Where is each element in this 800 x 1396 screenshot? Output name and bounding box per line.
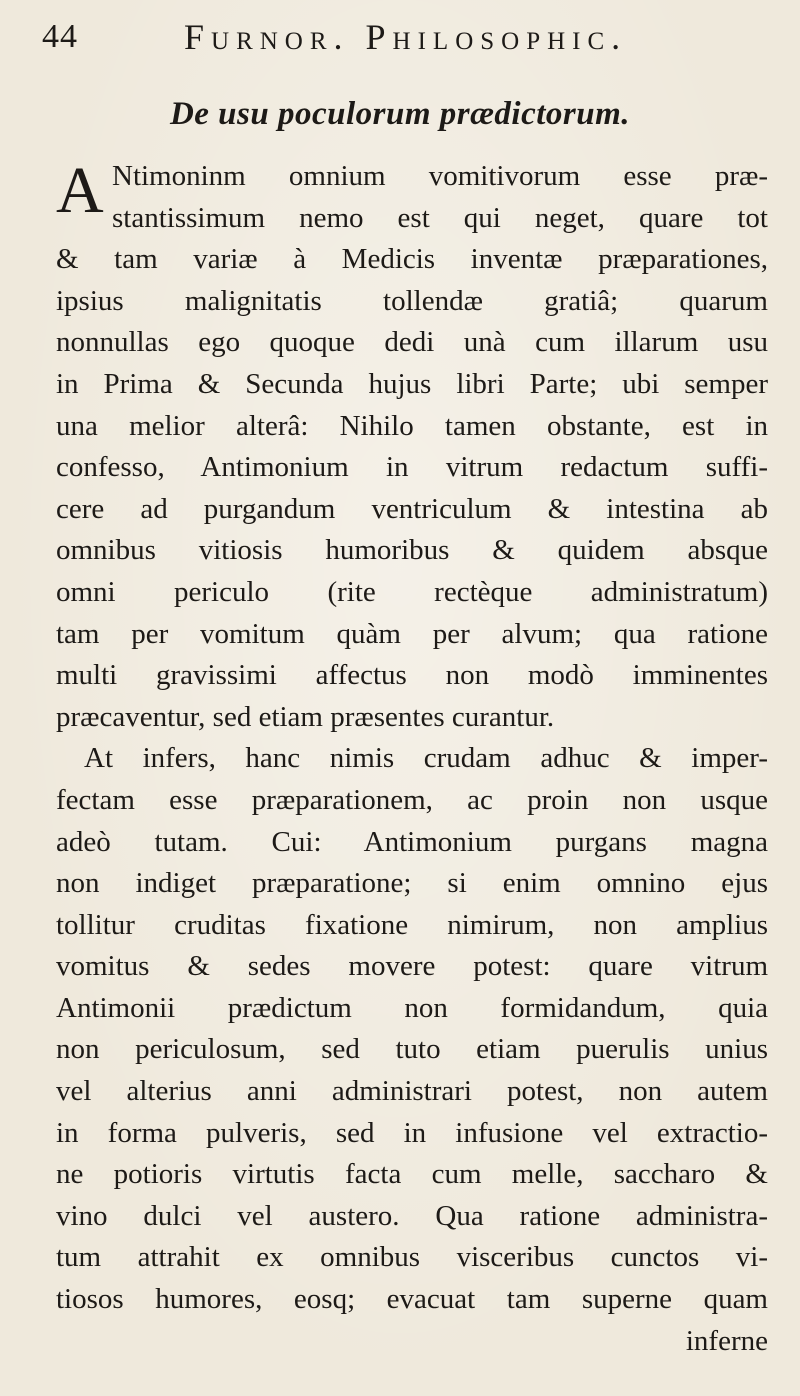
- text-line: una melior alterâ: Nihilo tamen obstante, est in: [56, 409, 768, 442]
- text-line: tollitur cruditas fixatione nimirum, non amplius: [56, 908, 768, 941]
- text-line: nonnullas ego quoque dedi unà cum illarum usu: [56, 326, 768, 359]
- page-number: 44: [42, 18, 78, 55]
- body-text: [56, 156, 768, 1362]
- drop-cap: A: [56, 154, 104, 227]
- text-line: adeò tutam. Cui: Antimonium purgans magna: [56, 825, 768, 858]
- text-line: non indiget præparatione; si enim omnino ejus: [56, 867, 768, 900]
- section-heading: De usu poculorum prædictorum.: [169, 96, 631, 132]
- text-line: in Prima & Secunda hujus libri Parte; ubi semper: [56, 367, 768, 400]
- text-line: vino dulci vel austero. Qua ratione administra-: [56, 1199, 768, 1232]
- text-line: tam per vomitum quàm per alvum; qua ratione: [56, 617, 768, 650]
- text-line: ipsius malignitatis tollendæ gratiâ; quarum: [56, 284, 768, 317]
- running-head: [42, 14, 762, 60]
- text-line: Ntimoninm omnium vomitivorum esse præ-: [112, 160, 768, 192]
- text-line: tiosos humores, eosq; evacuat tam superne quam: [56, 1283, 768, 1316]
- running-title: Furnor. Philosophic.: [184, 17, 628, 57]
- text-line: fectam esse præparationem, ac proin non usque: [56, 783, 768, 816]
- text-line: vomitus & sedes movere potest: quare vitrum: [56, 950, 768, 983]
- text-line: in forma pulveris, sed in infusione vel extractio-: [56, 1116, 768, 1149]
- text-line: stantissimum nemo est qui neget, quare tot: [112, 201, 768, 234]
- text-line: omni periculo (rite rectèque administratum): [56, 575, 768, 608]
- text-line: præcaventur, sed etiam præsentes curantur.: [56, 700, 555, 733]
- text-line: At infers, hanc nimis crudam adhuc & imper-: [84, 742, 768, 775]
- text-line: ne potioris virtutis facta cum melle, saccharo &: [56, 1158, 768, 1191]
- text-line: omnibus vitiosis humoribus & quidem absque: [56, 534, 768, 567]
- text-line: cere ad purgandum ventriculum & intestina ab: [56, 492, 768, 525]
- catchword-line: inferne: [685, 1324, 768, 1357]
- text-line: & tam variæ à Medicis inventæ præparationes,: [56, 243, 768, 276]
- text-line: non periculosum, sed tuto etiam puerulis unius: [56, 1033, 768, 1066]
- text-line: confesso, Antimonium in vitrum redactum suffi-: [56, 451, 768, 484]
- text-line: Antimonii prædictum non formidandum, quia: [56, 991, 768, 1024]
- text-line: multi gravissimi affectus non modò imminentes: [56, 659, 768, 692]
- text-line: vel alterius anni administrari potest, non autem: [56, 1075, 768, 1108]
- text-line: tum attrahit ex omnibus visceribus cunctos vi-: [56, 1241, 768, 1274]
